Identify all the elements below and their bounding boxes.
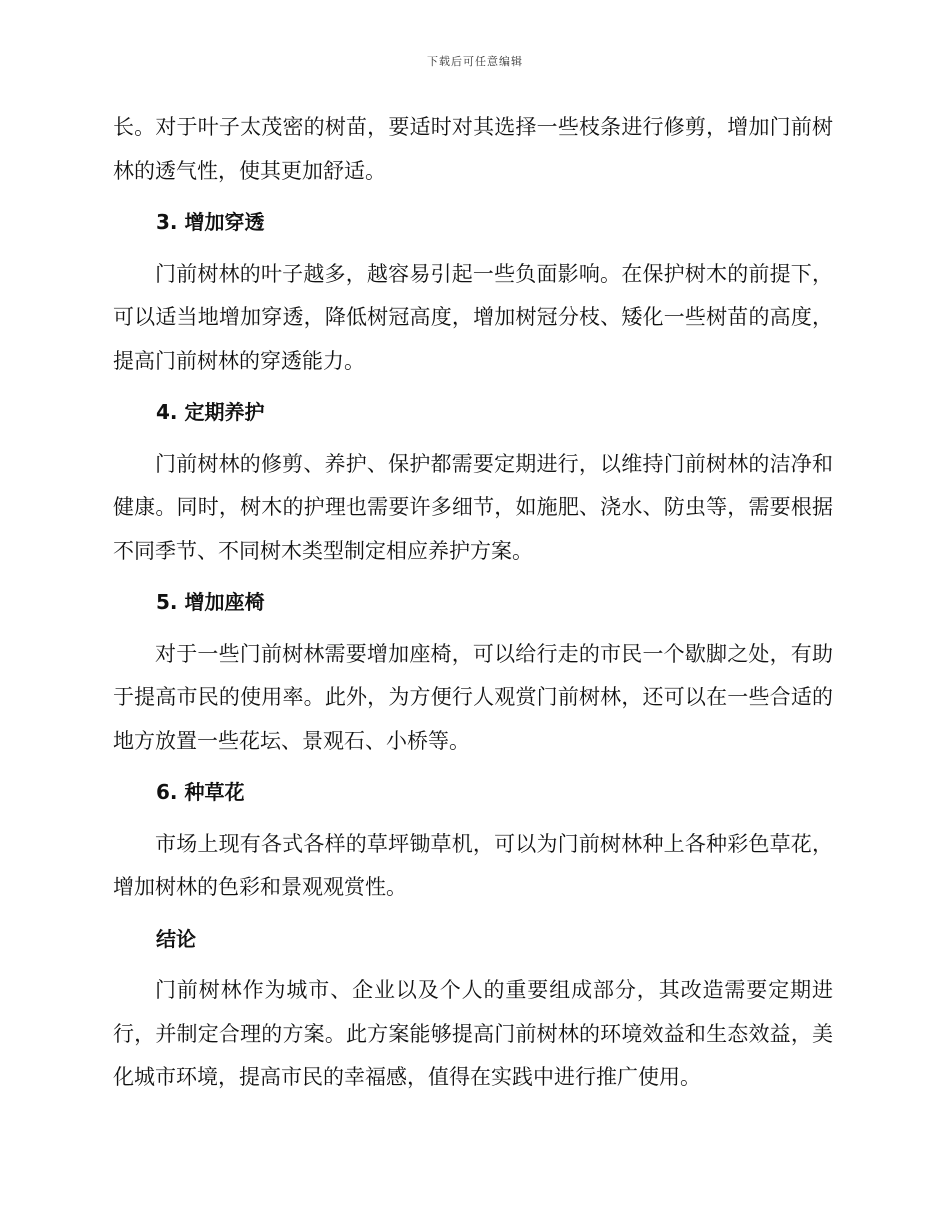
intro-paragraph: 长。对于叶子太茂密的树苗，要适时对其选择一些枝条进行修剪，增加门前树林的透气性，使其更加舒适。 [113,115,833,183]
section-body-5: 对于一些门前树林需要增加座椅，可以给行走的市民一个歇脚之处，有助于提高市民的使用率。此外，为方便行人观赏门前树林，还可以在一些合适的地方放置一些花坛、景观石、小桥等。 [113,641,833,753]
page-header: 下载后可任意编辑 [427,55,523,68]
section-heading-3: 3. 增加穿透 [156,210,265,234]
section-heading-5: 5. 增加座椅 [156,590,265,614]
section-body-6: 市场上现有各式各样的草坪锄草机，可以为门前树林种上各种彩色草花，增加树林的色彩和景观观赏性。 [113,831,833,899]
section-heading-6: 6. 种草花 [156,780,245,804]
conclusion-body: 门前树林作为城市、企业以及个人的重要组成部分，其改造需要定期进行，并制定合理的方案。此方案能够提高门前树林的环境效益和生态效益，美化城市环境，提高市民的幸福感，值得在实践中进行推广使用。 [113,978,833,1089]
section-heading-4: 4. 定期养护 [156,400,265,424]
document-body [113,106,833,1100]
conclusion-heading: 结论 [156,926,196,951]
section-body-3: 门前树林的叶子越多，越容易引起一些负面影响。在保护树木的前提下，可以适当地增加穿透，降低树冠高度，增加树冠分枝、矮化一些树苗的高度，提高门前树林的穿透能力。 [113,261,833,373]
section-body-4: 门前树林的修剪、养护、保护都需要定期进行，以维持门前树林的洁净和健康。同时，树木的护理也需要许多细节，如施肥、浇水、防虫等，需要根据不同季节、不同树木类型制定相应养护方案。 [113,451,833,563]
